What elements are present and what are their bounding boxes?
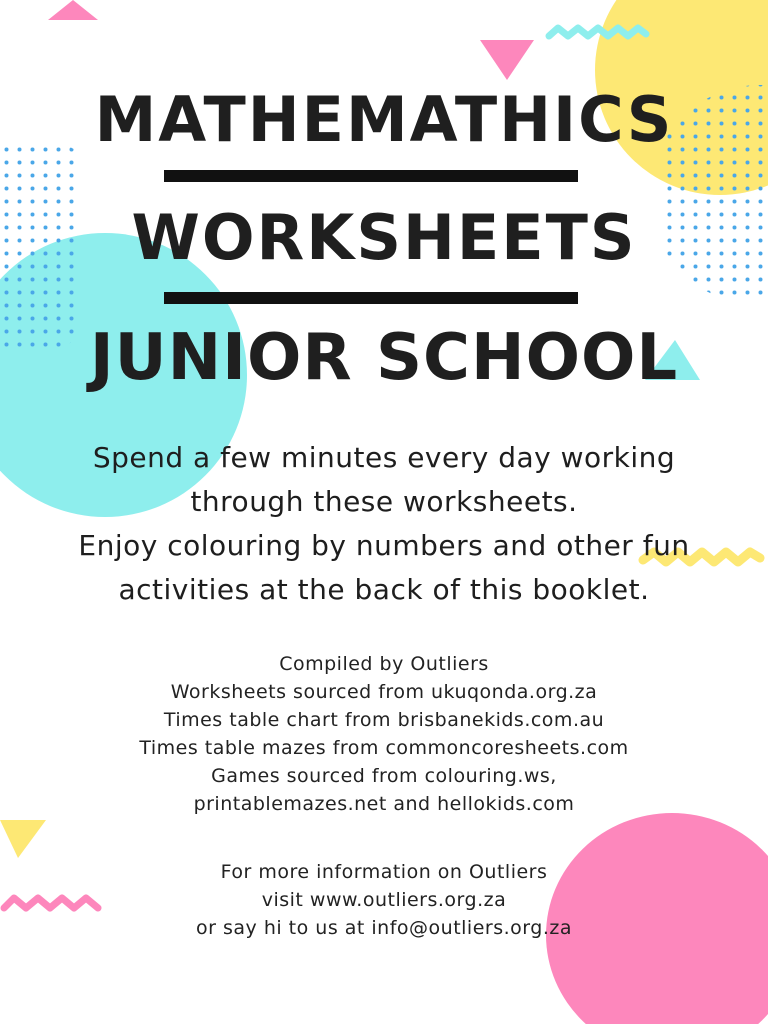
intro-line-3: Enjoy colouring by numbers and other fun bbox=[78, 529, 690, 562]
contact-line-1: For more information on Outliers bbox=[220, 861, 548, 883]
credits-block bbox=[40, 650, 728, 818]
contact-block bbox=[40, 858, 728, 942]
credits-line-2: Worksheets sourced from ukuqonda.org.za bbox=[170, 681, 598, 703]
intro-line-2: through these worksheets. bbox=[190, 485, 578, 518]
credits-line-5: Games sourced from colouring.ws, bbox=[211, 765, 557, 787]
title-line-1: MATHEMATHICS bbox=[94, 83, 674, 156]
credits-line-4: Times table mazes from commoncoresheets.com bbox=[139, 737, 629, 759]
pink-triangle-top-left bbox=[48, 0, 98, 20]
intro-line-4: activities at the back of this booklet. bbox=[118, 573, 650, 606]
intro-paragraph bbox=[20, 436, 748, 612]
contact-line-2: visit www.outliers.org.za bbox=[261, 889, 507, 911]
title-divider-top bbox=[164, 170, 578, 182]
title-divider-bottom bbox=[164, 292, 578, 304]
pink-triangle-top-center bbox=[480, 40, 534, 80]
credits-line-6: printablemazes.net and hellokids.com bbox=[193, 793, 575, 815]
credits-line-3: Times table chart from brisbanekids.com.au bbox=[163, 709, 605, 731]
yellow-triangle-bottom-left bbox=[0, 820, 46, 858]
title-line-2: WORKSHEETS bbox=[131, 201, 637, 274]
credits-line-1: Compiled by Outliers bbox=[279, 653, 489, 675]
title-line-3: JUNIOR SCHOOL bbox=[89, 321, 679, 395]
intro-line-1: Spend a few minutes every day working bbox=[92, 441, 676, 474]
contact-line-3: or say hi to us at info@outliers.org.za bbox=[196, 917, 572, 939]
cyan-zigzag-top bbox=[549, 28, 646, 36]
